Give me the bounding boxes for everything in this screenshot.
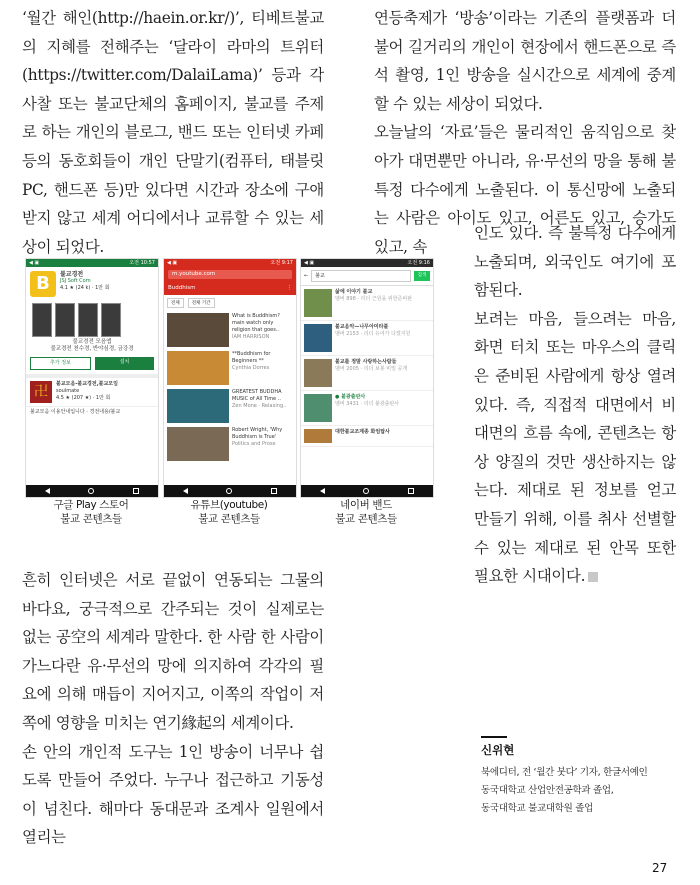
- paragraph: 오늘날의 ‘자료’들은 물리적인 움직임으로 찾아가 대면뿐만 아니라, 유·무선의 망을 통해 불특정 다수에게 노출된다. 이 통신망에 노출되는 사람은 아이도 있고, 어른도 있고, 승가도 있고, 속: [374, 123, 676, 256]
- item-name: 불교모음-불교경전,불교모임: [56, 381, 118, 387]
- video-thumbnail: [167, 389, 229, 423]
- item-rating: 4.5 ★ (207 ★) · 1만 회: [56, 395, 111, 401]
- band-screenshot: [300, 258, 434, 498]
- app-logo: B: [30, 271, 56, 297]
- caption-line: 불교 콘텐츠들: [335, 513, 397, 525]
- caption-line: 구글 Play 스토어: [53, 499, 129, 511]
- band-thumbnail: [304, 394, 332, 422]
- status-bar: ◀ ▣ 오전 9:17: [164, 259, 296, 267]
- band-meta: 멤버 3431 · 리더 불광출판사: [335, 401, 400, 407]
- filter-row: [164, 295, 296, 311]
- channel-bar: Buddhism ⋮: [164, 281, 296, 295]
- author-rule: [481, 736, 507, 738]
- band-title: ● 불광출판사: [335, 394, 366, 400]
- filter-all[interactable]: 전체: [167, 298, 184, 308]
- band-meta: 멤버 898 · 리더 근원을 위한준비완: [335, 296, 413, 302]
- youtube-screenshot: [163, 258, 297, 498]
- band-title: 불교를 정말 사랑하는사람들: [335, 359, 397, 365]
- band-title: 삶에 이야기 불교: [335, 289, 373, 295]
- video-meta: Zen Mone · Relaxing..: [232, 403, 287, 409]
- back-icon: [183, 488, 188, 494]
- band-item[interactable]: [301, 426, 433, 447]
- body-column-right-mid: [474, 219, 676, 591]
- body-column-left-bottom: [22, 566, 324, 852]
- video-thumbnail: [167, 313, 229, 347]
- app-rating: 4.1 ★ (24 k) · 1만 회: [60, 285, 110, 291]
- home-icon: [88, 488, 94, 494]
- android-nav-bar: [164, 485, 296, 497]
- video-title: Robert Wright, 'Why Buddhism is True': [232, 427, 283, 440]
- footer-text: 불교모음 이용안내입니다 · 경전내용/불교: [26, 406, 158, 418]
- band-meta: 멤버 2153 · 리더 유여가 다겠지원: [335, 331, 411, 337]
- band-title: 대한불교조계종 화엄탑사: [335, 429, 390, 435]
- android-nav-bar: [301, 485, 433, 497]
- author-bio-line: 동국대학교 산업안전공학과 졸업,: [481, 785, 614, 796]
- url-bar: [164, 267, 296, 281]
- app-desc-sub: 불교경전 천수경, 반야심경, 금강경: [50, 346, 134, 352]
- video-thumbnail: [167, 427, 229, 461]
- back-icon: [320, 488, 325, 494]
- figure-caption: [300, 498, 432, 526]
- paragraph: 흔히 인터넷은 서로 끝없이 연동되는 그물의 바다요, 궁극적으로 간주되는 것이 실제로는 없는 공空의 세계라 말한다. 한 사람 한 사람이 가느다란 유·무선의 망에 의지하여 각각의 필요에 의해 매듭이 지어지고, 이쪽의 작업이 저쪽에 영향을 미치는 연기緣起의 세계이다.: [22, 571, 324, 732]
- band-thumbnail: [304, 289, 332, 317]
- paragraph-text: 보려는 마음, 들으려는 마음, 화면 터치 또는 마우스의 클릭은 준비된 사람에게 항상 열려 있다. 즉, 직접적 대면에서 비대면의 흐름 속에, 콘텐츠는 항상 양질의 것만 생산하지는 않는다. 제대로 된 정보를 얻고 만들기 위해, 이를 취사 선별할 수 있는 제대로 된 안목 또한 필요한 시대이다.: [474, 309, 676, 586]
- app-developer: JSJ Soft Com: [60, 278, 91, 284]
- video-meta: IAM HARRISON: [232, 334, 270, 340]
- figure-caption: [163, 498, 295, 526]
- info-button[interactable]: 추가 정보: [30, 357, 91, 370]
- app-name: 불교경전: [60, 271, 84, 278]
- url-text: m.youtube.com: [168, 270, 292, 279]
- app-desc-title: 불교경전 모음앱: [72, 339, 112, 345]
- paragraph: 손 안의 개인적 도구는 1인 방송이 너무나 쉽도록 만들어 주었다. 누구나 접근하고 기동성이 넘친다. 해마다 동대문과 조계사 일원에서 열리는: [22, 742, 324, 847]
- end-mark: [588, 572, 598, 582]
- status-bar: ◀ ▣ 오전 10:57: [26, 259, 158, 267]
- band-item[interactable]: [301, 391, 433, 426]
- band-item[interactable]: [301, 356, 433, 391]
- body-column-left-top: [22, 4, 324, 261]
- caption-line: 불교 콘텐츠들: [198, 513, 260, 525]
- paragraph: 인도 있다. 즉 불특정 다수에게 노출되며, 외국인도 여기에 포함된다.: [474, 224, 676, 300]
- video-meta: Cynthia Dorres: [232, 365, 270, 371]
- band-meta: 멤버 2005 · 리더 보봉 비밀 공개: [335, 366, 408, 372]
- swastika-icon: 卍: [30, 381, 52, 403]
- back-icon: [45, 488, 50, 494]
- figure-caption: [25, 498, 157, 526]
- recent-icon: [408, 488, 414, 494]
- video-thumbnail: [167, 351, 229, 385]
- app-list-item: [26, 374, 158, 406]
- android-nav-bar: [26, 485, 158, 497]
- caption-line: 유튜브(youtube): [190, 499, 268, 511]
- home-icon: [226, 488, 232, 494]
- paragraph: [474, 305, 676, 591]
- author-bio-line: 동국대학교 불교대학원 졸업: [481, 803, 593, 814]
- band-thumbnail: [304, 429, 332, 443]
- app-screenshots: [26, 301, 158, 339]
- band-item[interactable]: [301, 321, 433, 356]
- search-row: [301, 267, 433, 286]
- video-meta: Politics and Prose: [232, 441, 276, 447]
- video-row[interactable]: [164, 349, 296, 387]
- band-thumbnail: [304, 359, 332, 387]
- item-developer: soulmate: [56, 388, 80, 394]
- video-row[interactable]: [164, 311, 296, 349]
- filter-period[interactable]: 전체 기간: [188, 298, 215, 308]
- recent-icon: [133, 488, 139, 494]
- author-bio-line: 북에디터, 전 ‘월간 붓다’ 기자, 한글서예인: [481, 767, 648, 778]
- recent-icon: [271, 488, 277, 494]
- video-title: What is Buddhism? main watch only religion that goes..: [232, 313, 280, 333]
- back-arrow-icon[interactable]: ←: [304, 272, 309, 279]
- search-input[interactable]: 불교: [311, 270, 411, 282]
- caption-line: 네이버 밴드: [340, 499, 392, 511]
- video-title: **Buddhism for Beginners **: [232, 351, 271, 364]
- page-number: 27: [652, 861, 668, 875]
- app-buttons: [26, 353, 158, 374]
- paragraph: ‘월간 해인(http://haein.or.kr/)’, 티베트불교의 지혜를 전해주는 ‘달라이 라마의 트위터(https://twitter.com/DalaiLama)’ 등과 각 사찰 또는 불교단체의 홈페이지, 불교를 주제로 하는 개인의 블로그, 밴드 또는 인터넷 카페 등의 동호회들이 개인 단말기(컴퓨터, 태블릿 PC, 핸드폰 등)만 있다면 시간과 장소에 구애받지 않고 세계 어디에서나 교류할 수 있는 세상이 되었다.: [22, 9, 324, 256]
- install-button[interactable]: 설치: [95, 357, 154, 370]
- author-box: [481, 742, 671, 818]
- band-thumbnail: [304, 324, 332, 352]
- video-row[interactable]: [164, 387, 296, 425]
- band-title: 불교음악—나무아미타불: [335, 324, 389, 330]
- search-button[interactable]: 검색: [414, 271, 430, 281]
- playstore-screenshot: [25, 258, 159, 498]
- home-icon: [363, 488, 369, 494]
- band-item[interactable]: [301, 286, 433, 321]
- caption-line: 불교 콘텐츠들: [60, 513, 122, 525]
- app-header: [26, 267, 158, 301]
- author-name: 신위현: [481, 743, 515, 757]
- video-title: GREATEST BUDDHA MUSIC of All Time ..: [232, 389, 282, 402]
- status-bar: ◀ ▣ 오전 9:16: [301, 259, 433, 267]
- paragraph: 연등축제가 ‘방송’이라는 기존의 플랫폼과 더불어 길거리의 개인이 현장에서 핸드폰으로 즉석 촬영, 1인 방송을 실시간으로 세계에 중계할 수 있는 세상이 되었다.: [374, 9, 676, 113]
- video-row[interactable]: [164, 425, 296, 463]
